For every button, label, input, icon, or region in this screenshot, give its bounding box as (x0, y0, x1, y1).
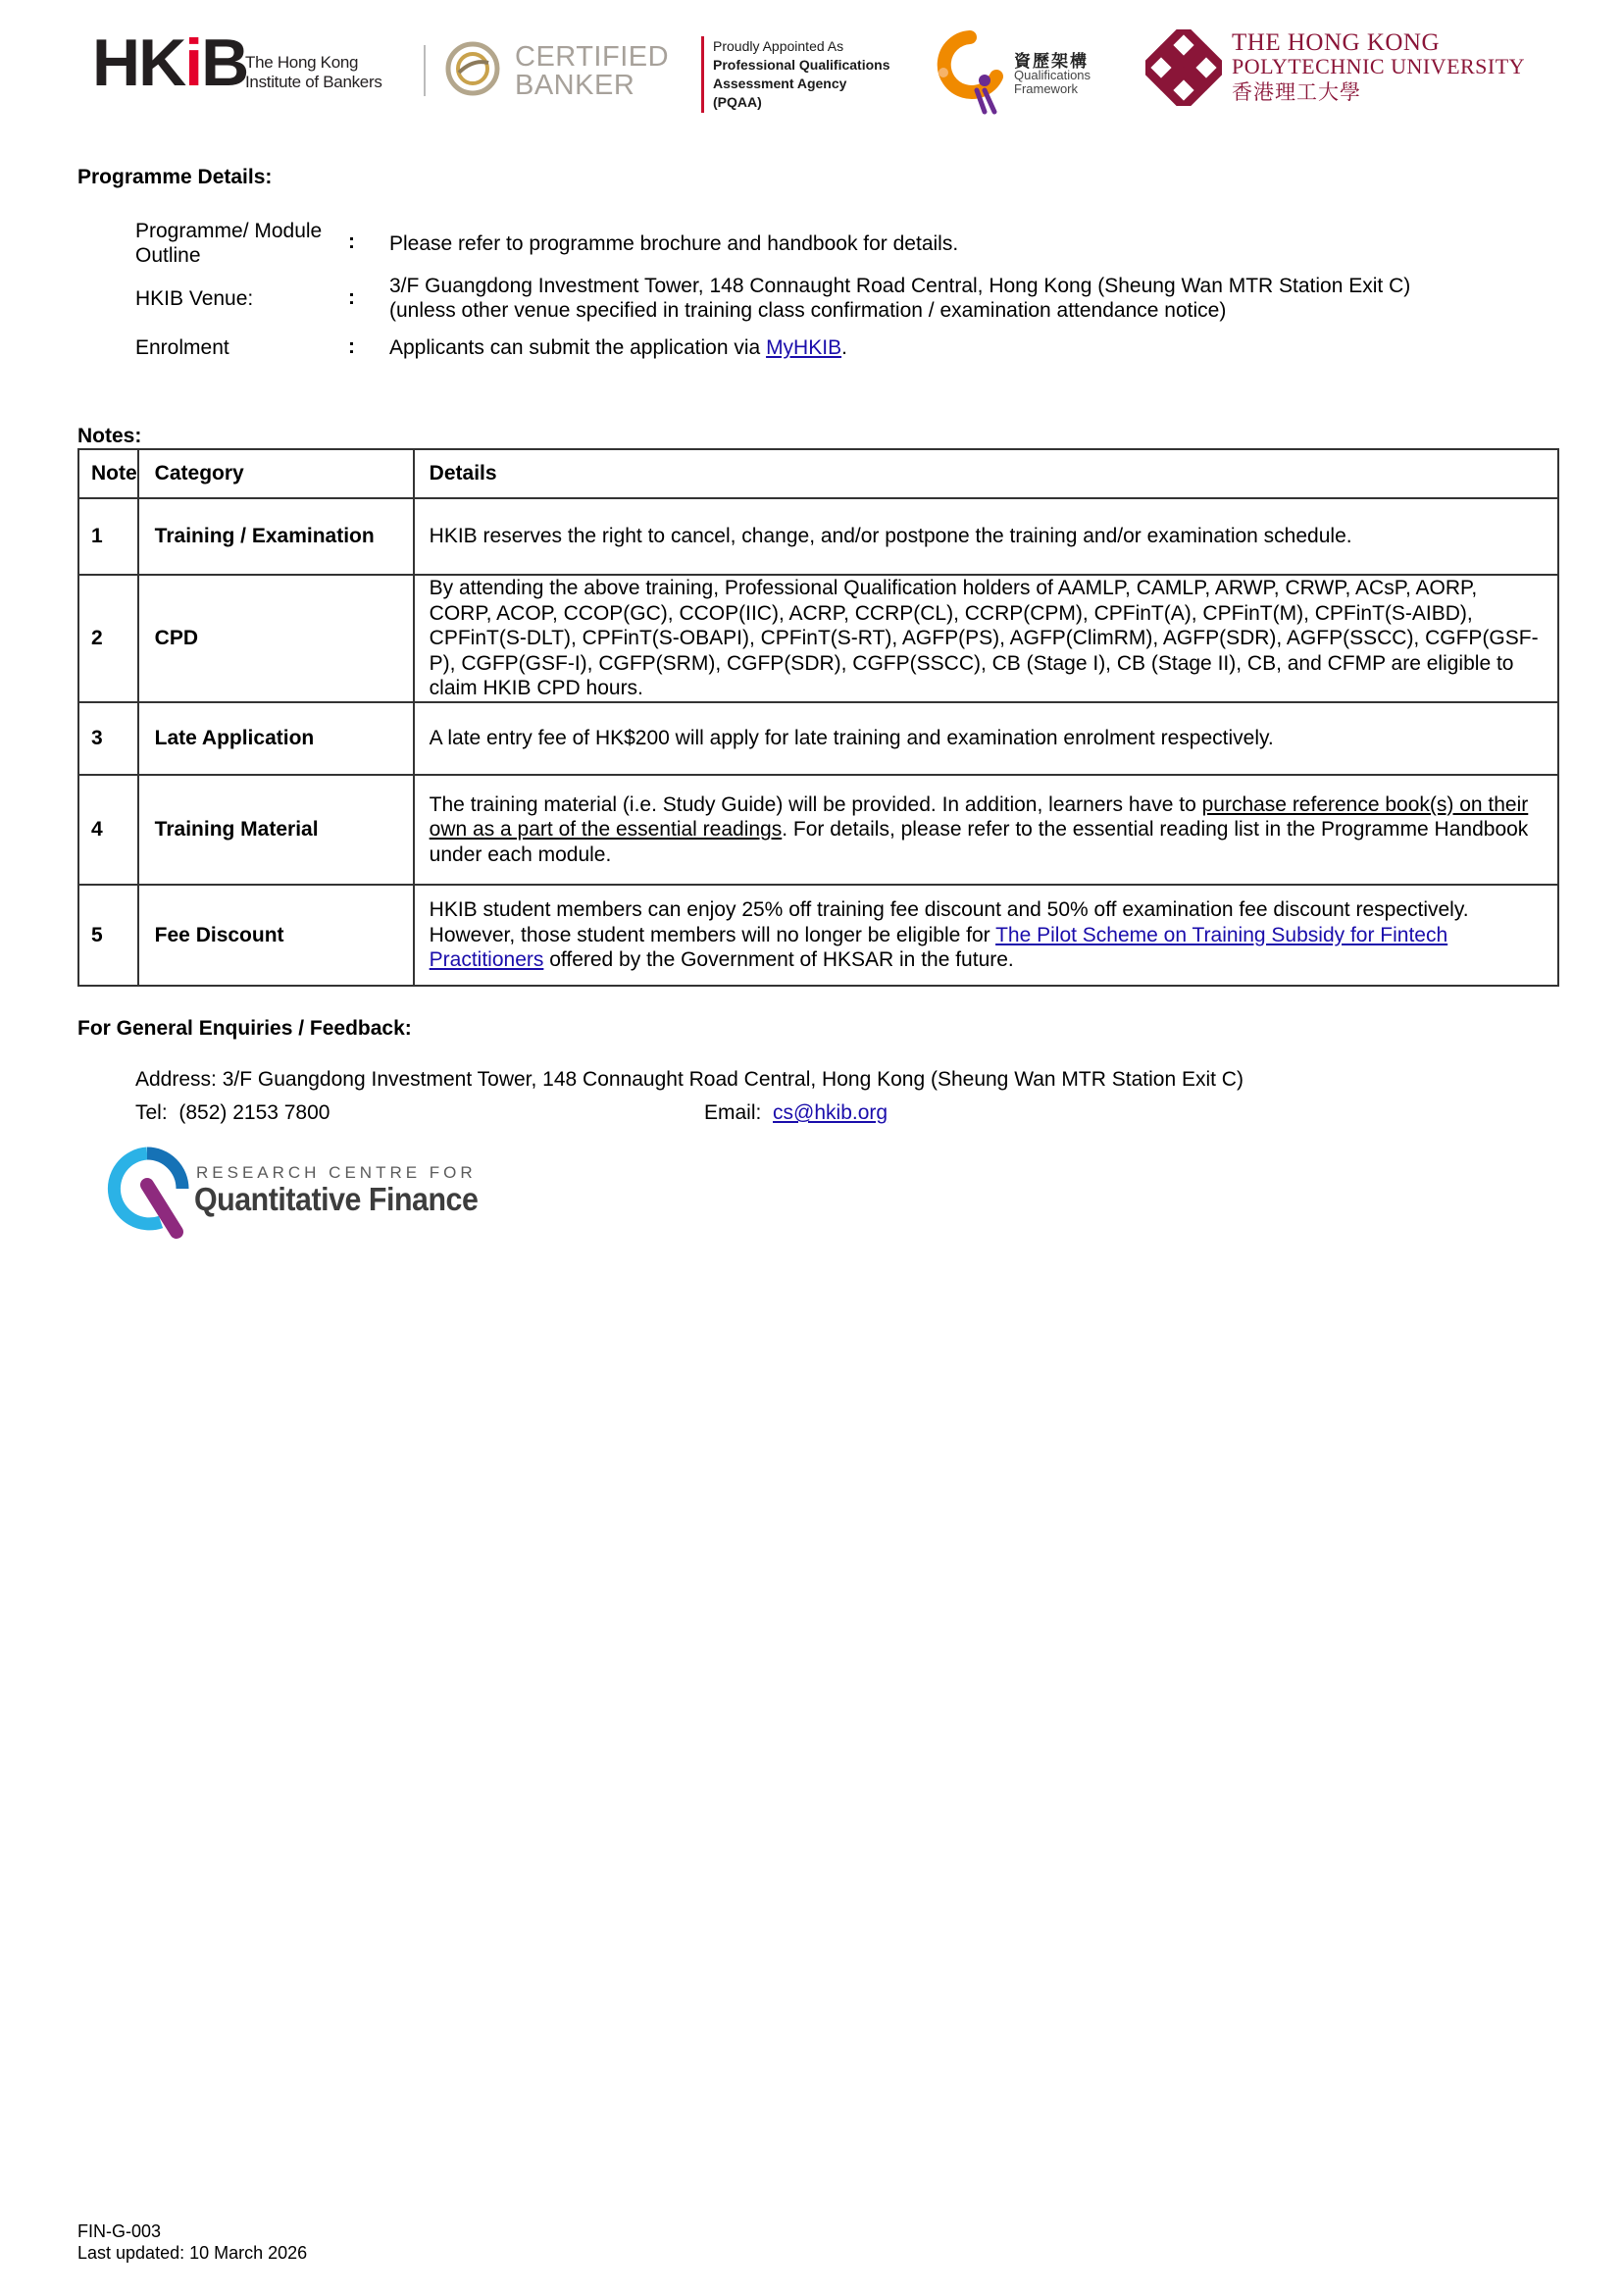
page-footer (77, 2220, 307, 2264)
hkib-logo-b: B (201, 26, 248, 100)
note-category: Training / Examination (138, 498, 414, 575)
certified-banker-emblem-icon (445, 39, 500, 98)
hkib-logo-name (245, 53, 382, 92)
note-number: 1 (78, 498, 138, 575)
qualifications-framework-emblem-icon (926, 29, 1014, 116)
myhkib-link[interactable]: MyHKIB (766, 336, 842, 359)
logo-divider (424, 45, 426, 96)
note-number: 5 (78, 885, 138, 986)
certified-banker-logo (515, 43, 669, 100)
table-row (78, 498, 1558, 575)
note-details-text: The training material (i.e. Study Guide) will be provided. In addition, learners have to (429, 792, 1202, 816)
email-link[interactable]: cs@hkib.org (773, 1101, 888, 1124)
hkib-name-line1: The Hong Kong (245, 53, 359, 72)
note-details-text: HKIB student members can enjoy 25% off training fee discount and 50% off examination fee discount respectively. However, those student members will no longer be eligible for (429, 898, 1469, 946)
qf-en-line2: Framework (1014, 81, 1079, 96)
note-number: 2 (78, 575, 138, 702)
pqaa-line2: Professional Qualifications (713, 57, 890, 73)
email-label: Email: (704, 1101, 762, 1124)
table-row (78, 702, 1558, 775)
venue-label: HKIB Venue: (135, 287, 254, 310)
enquiries-email (704, 1100, 888, 1125)
pqaa-divider (701, 36, 704, 113)
table-row (78, 575, 1558, 702)
last-updated: Last updated: 10 March 2026 (77, 2243, 308, 2263)
venue-value (389, 274, 1410, 323)
note-details-text: offered by the Government of HKSAR in the future. (543, 948, 1014, 972)
note-details: By attending the above training, Professional Qualification holders of AAMLP, CAMLP, ARWP, CRWP, ACsP, AORP, CORP, ACOP, CCOP(GC), CCOP(IIC), ACRP, CCRP(CL), CCRP(CPM), CPFinT(A), CPFinT(M), CPFinT(S-AIBD), CPFinT(S-DLT), CPFinT(S-OBAPI), CPFinT(S-RT), AGFP(PS), AGFP(ClimRM), AGFP(SDR), AGFP(SSCC), CGFP(GSF-P), CGFP(GSF-I), CGFP(SRM), CGFP(SDR), CGFP(SSCC), CB (Stage I), CB (Stage II), CB, and CFMP are eligible to claim HKIB CPD hours. (414, 575, 1558, 702)
polyu-en-line2: POLYTECHNIC UNIVERSITY (1232, 54, 1526, 78)
note-number: 4 (78, 775, 138, 885)
note-details (414, 775, 1558, 885)
certified-banker-line2: BANKER (515, 70, 635, 101)
enrolment-label: Enrolment (135, 336, 229, 359)
form-code: FIN-G-003 (77, 2221, 162, 2241)
qf-english-name (1014, 69, 1091, 96)
polyu-english-name (1232, 31, 1525, 78)
programme-outline-label-line2: Outline (135, 244, 201, 267)
enrolment-value (389, 335, 847, 360)
pilot-scheme-link[interactable]: The Pilot Scheme on Training Subsidy for Fintech Practitioners (429, 923, 1448, 972)
programme-outline-colon: : (348, 230, 355, 253)
pqaa-line4: (PQAA) (713, 94, 762, 110)
certified-banker-line1: CERTIFIED (515, 41, 670, 73)
programme-outline-value: Please refer to programme brochure and handbook for details. (389, 232, 959, 255)
note-category: Fee Discount (138, 885, 414, 986)
polyu-chinese-name: 香港理工大學 (1232, 80, 1361, 104)
note-category: Late Application (138, 702, 414, 775)
enrolment-value-text: Applicants can submit the application via (389, 336, 767, 359)
qf-chinese-name: 資歷架構 (1014, 52, 1089, 71)
programme-outline-label (135, 219, 322, 268)
notes-table-header-row (78, 449, 1558, 498)
note-category: CPD (138, 575, 414, 702)
enrolment-value-period: . (841, 336, 847, 359)
note-details: HKIB reserves the right to cancel, change, and/or postpone the training and/or examination schedule. (414, 498, 1558, 575)
research-centre-logo-icon (102, 1146, 192, 1240)
pqaa-line3: Assessment Agency (713, 76, 847, 91)
pqaa-line1: Proudly Appointed As (713, 38, 844, 54)
polyu-en-line1: THE HONG KONG (1232, 29, 1441, 56)
note-number: 3 (78, 702, 138, 775)
venue-colon: : (348, 286, 355, 309)
note-details (414, 885, 1558, 986)
hkib-logo-wordmark (92, 26, 248, 100)
note-details-underlined: purchase reference book(s) on their own as a part of the essential readings (429, 792, 1529, 842)
enrolment-colon: : (348, 335, 355, 358)
column-header-note: Note (78, 449, 138, 498)
programme-outline-label-line1: Programme/ Module (135, 220, 323, 242)
note-category: Training Material (138, 775, 414, 885)
notes-heading: Notes: (77, 425, 142, 447)
enquiries-heading: For General Enquiries / Feedback: (77, 1017, 412, 1040)
table-row (78, 885, 1558, 986)
note-details: A late entry fee of HK$200 will apply for late training and examination enrolment respectively. (414, 702, 1558, 775)
enquiries-telephone: Tel: (852) 2153 7800 (135, 1101, 330, 1124)
hkib-logo-hk: HK (92, 26, 185, 100)
table-row (78, 775, 1558, 885)
note-details-text: . For details, please refer to the essential reading list in the Programme Handbook under each module. (429, 818, 1529, 866)
venue-value-line1: 3/F Guangdong Investment Tower, 148 Connaught Road Central, Hong Kong (Sheung Wan MTR Station Exit C) (389, 275, 1411, 297)
column-header-category: Category (138, 449, 414, 498)
programme-details-heading: Programme Details: (77, 166, 273, 188)
hkib-logo-i: i (184, 26, 202, 100)
venue-value-line2: (unless other venue specified in training class confirmation / examination attendance notice) (389, 299, 1227, 322)
qf-en-line1: Qualifications (1014, 68, 1091, 82)
rcqf-logo-big-text: Quantitative Finance (194, 1181, 479, 1217)
rcqf-logo-small-text: RESEARCH CENTRE FOR (196, 1163, 477, 1182)
hkib-name-line2: Institute of Bankers (245, 73, 382, 91)
polyu-emblem-icon (1145, 29, 1222, 106)
pqaa-notice (713, 37, 890, 112)
enquiries-address: Address: 3/F Guangdong Investment Tower, 148 Connaught Road Central, Hong Kong (Sheung Wan MTR Station Exit C) (135, 1068, 1243, 1091)
notes-table (77, 448, 1559, 987)
column-header-details: Details (414, 449, 1558, 498)
